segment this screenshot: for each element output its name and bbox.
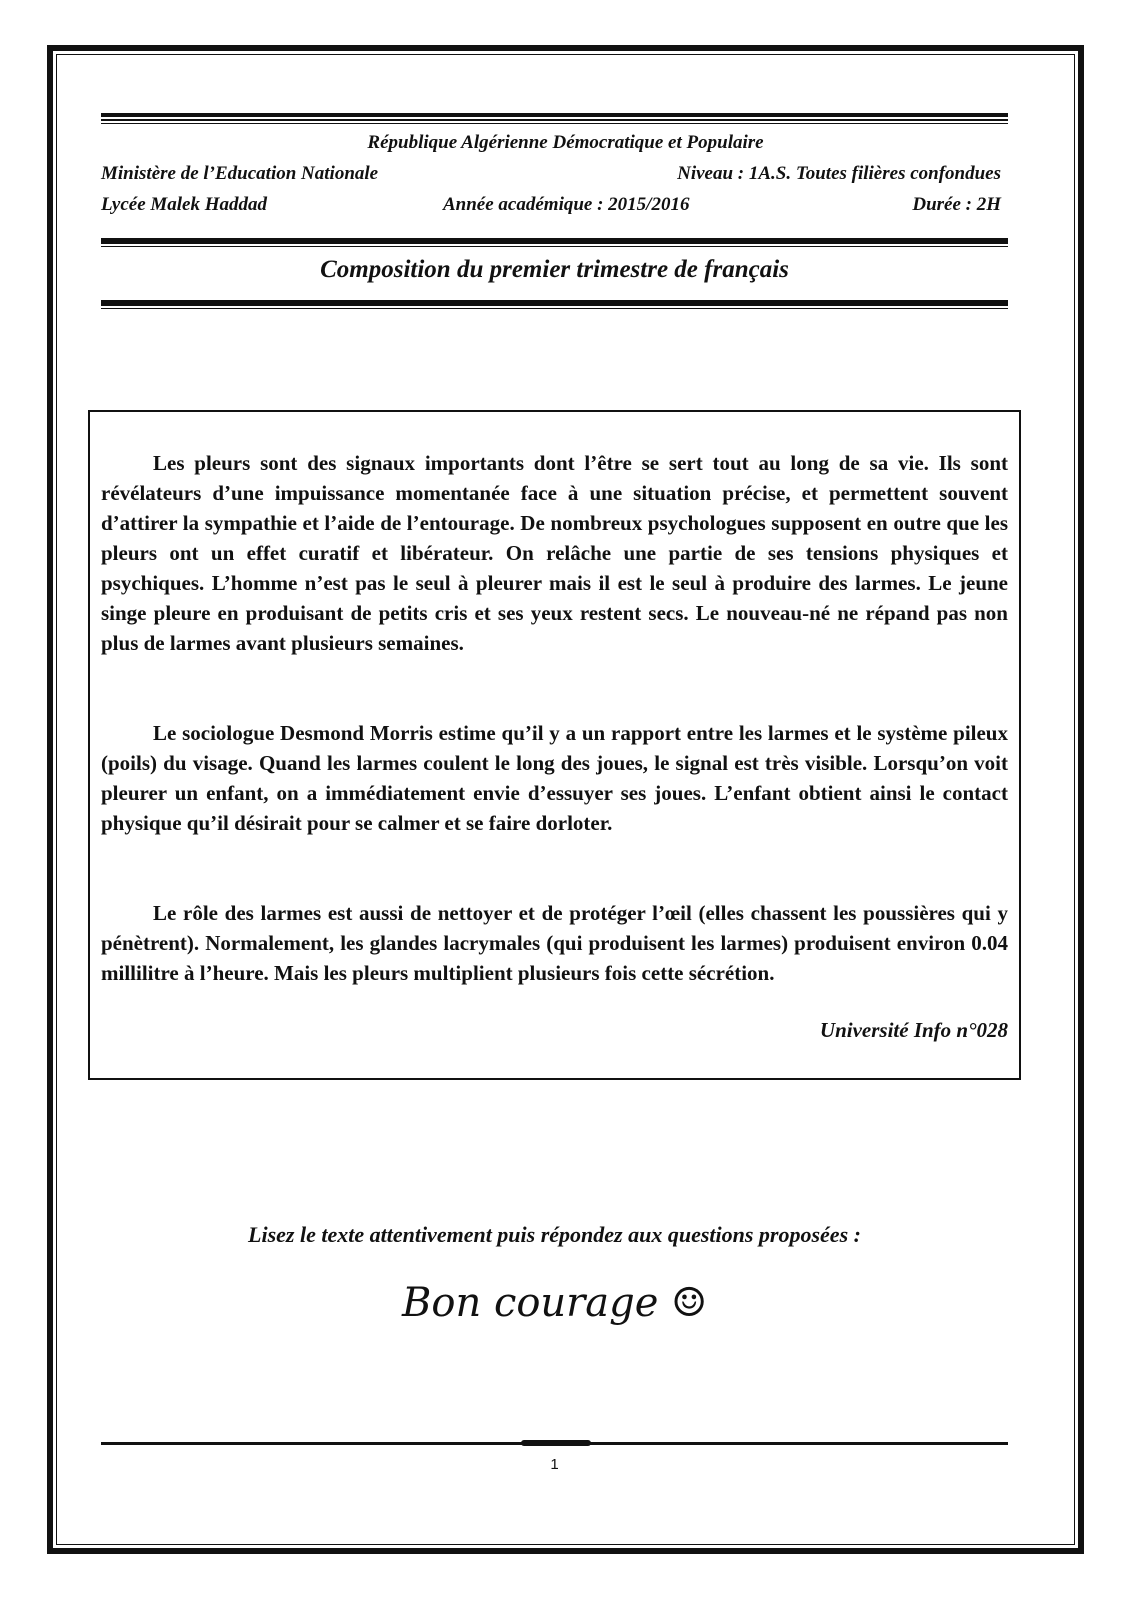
- instruction: Lisez le texte attentivement puis répondez aux questions proposées :: [248, 1222, 861, 1247]
- level-info: Niveau : 1A.S. Toutes filières confondues: [677, 163, 1001, 184]
- academic-year: Année académique : 2015/2016: [443, 194, 690, 215]
- header-top-rule: [101, 113, 1008, 124]
- footer-rule: [101, 1442, 1008, 1445]
- exam-duration: Durée : 2H: [912, 194, 1001, 215]
- closing-message: Bon courage ☺: [401, 1280, 708, 1326]
- text-paragraph-1: Les pleurs sont des signaux importants dont l’être se sert tout au long de sa vie. Ils sont révélateurs d’une impuissance momentanée face à une situation précise, et permettent souvent d’attirer la sympathie et l’aide de l’entourage. De nombreux psychologues supposent en outre que les pleurs ont un effet curatif et libérateur. On relâche une partie de ses tensions physiques et psychiques. L’homme n’est pas le seul à pleurer mais il est le seul à produire des larmes. Le jeune singe pleure en produisant de petits cris et ses yeux restent secs. Le nouveau-né ne répand pas non plus de larmes avant plusieurs semaines.: [101, 451, 1008, 655]
- text-source: Université Info n°028: [819, 1018, 1008, 1042]
- header-middle-rule: [101, 236, 1008, 247]
- ministry-name: Ministère de l’Education Nationale: [101, 163, 379, 184]
- country-name: République Algérienne Démocratique et Populaire: [367, 132, 764, 153]
- title-bottom-rule: [101, 298, 1008, 309]
- exam-title: Composition du premier trimestre de français: [320, 256, 789, 283]
- page-number: 1: [550, 1456, 559, 1473]
- school-name: Lycée Malek Haddad: [101, 194, 268, 215]
- text-paragraph-3: Le rôle des larmes est aussi de nettoyer et de protéger l’œil (elles chassent les poussières qui y pénètrent). Normalement, les glandes lacrymales (qui produisent les larmes) produisent environ 0.04 millilitre à l’heure. Mais les pleurs multiplient plusieurs fois cette sécrétion.: [101, 901, 1008, 985]
- smiley-icon: ☺: [671, 1280, 708, 1326]
- text-paragraph-2: Le sociologue Desmond Morris estime qu’il y a un rapport entre les larmes et le système pileux (poils) du visage. Quand les larmes coulent le long des joues, le signal est très visible. Lorsqu’on voit pleurer un enfant, on a immédiatement envie d’essuyer ses joues. L’enfant obtient ainsi le contact physique qu’il désirait pour se calmer et se faire dorloter.: [101, 721, 1008, 835]
